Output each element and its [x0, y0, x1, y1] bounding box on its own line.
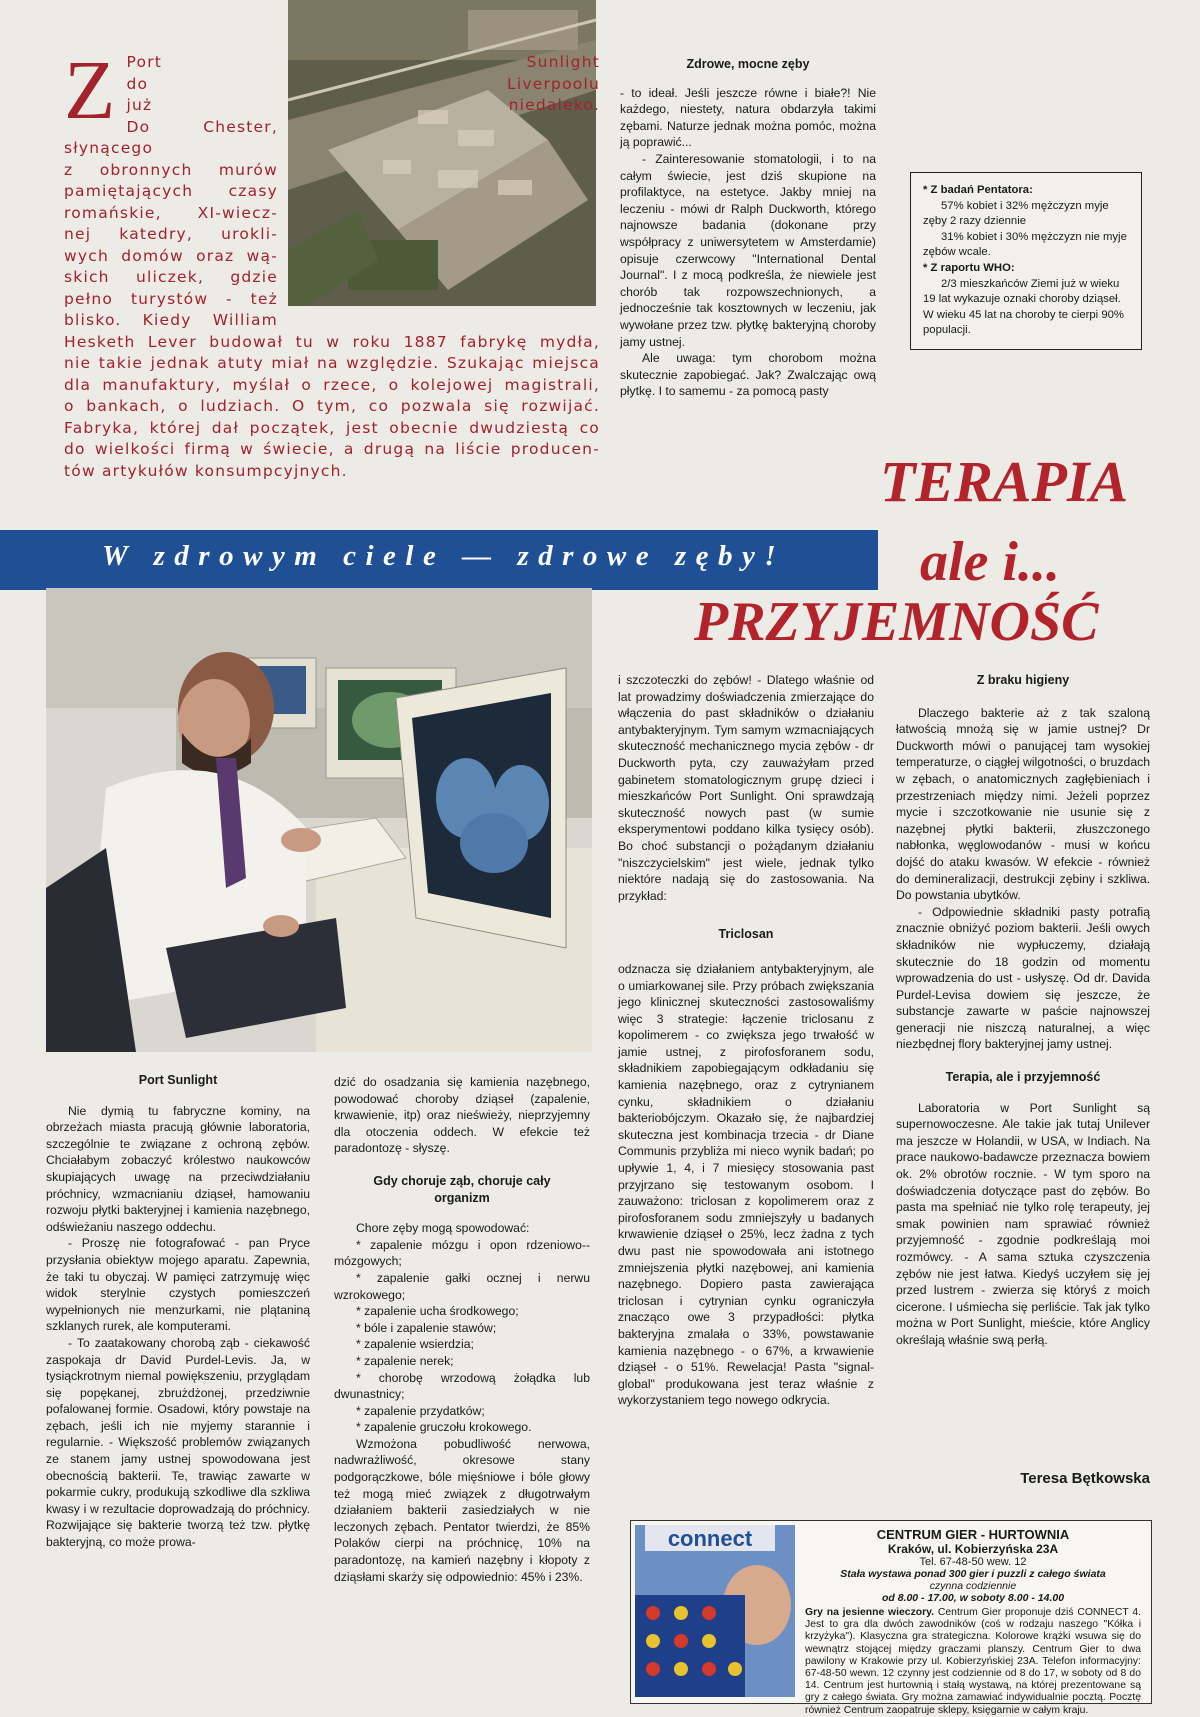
disease-list-item: * chorobę wrzodową żołądka lub dwunastnicy;	[334, 1370, 590, 1402]
intro-dropcap: Z	[64, 44, 117, 137]
col2-list-intro: Chore zęby mogą spowodować:	[356, 1221, 530, 1236]
disease-list-item: * zapalenie gruczołu krokowego.	[356, 1420, 532, 1435]
col1-paragraph: - To zaatakowany chorobą ząb - ciekawość zaspokaja dr David Purdel-Levis. Ja, w tysiąckrotnym niemal powiększeniu, przyglądam się popękanej, zbrużdżonej, przedziwnie pofalowanej formie. Osadowi, który powstaje na zębach, jeśli ich nie myjemy starannie i regularnie. - Większość problemów związanych ze stanem jamy ustnej spowodowana jest obecnością bakterii. Te, trawiąc zawarte w pokarmie cukry, produkują szkodliwe dla szkliwa kwasy i w rezultacie doprowadzają do próchnicy. Rozwijające się bakterie tworzą też tzw. płytkę bakteryjną, co może prowa-	[46, 1335, 310, 1550]
ad-hours: od 8.00 - 17.00, w soboty 8.00 - 14.00	[881, 1592, 1065, 1604]
top-column	[620, 56, 876, 400]
col1-paragraph: Nie dymią tu fabryczne kominy, na obrzeżach miasta pracują głównie laboratoria, szczególnie te związane z ochroną zębów. Chciałabym zobaczyć królestwo naukowców skupiających uwagę na przeciwdziałaniu próchnicy, wzmacnianiu dziąseł, hamowaniu rozwoju płytki bakteryjnej i kamienia nazębnego, odświeżaniu naszego oddechu.	[46, 1103, 310, 1234]
intro-paragraph	[64, 44, 600, 482]
col4-paragraph: - Odpowiednie składniki pasty potrafią znacznie obniżyć poziom bakterii. Jeśli owych składników nie wypłuczemy, działają skutecznie do 18 godzin od momentu wprowadzenia do ust - usłyszę. Od dr. Davida Purdel-Levisa dowiem się jeszcze, że substancje zawarte w paście najnowszej generacji nie niszczą naturalnej, a więc niezbędnej flory bakteryjnej jamy ustnej.	[896, 904, 1150, 1052]
disease-list-item: * zapalenie nerek;	[356, 1353, 454, 1368]
stats-line: 2/3 mieszkańców Ziemi już w wieku 19 lat wykazuje oznaki choroby dziąseł. W wieku 45 lat na choroby te cierpi 90% populacji.	[923, 277, 1124, 337]
disease-list-item: * zapalenie wsierdzia;	[356, 1337, 474, 1352]
banner-text: W zdrowym ciele — zdrowe zęby!	[102, 540, 786, 572]
stats-label-pentator: * Z badań Pentatora:	[923, 184, 1033, 196]
intro-line: Fabryka, której dał początek, jest obecnie dwudziestą co	[64, 418, 600, 437]
intro-line: do Liverpoolu	[126, 74, 600, 93]
disease-list-item: * zapalenie gałki ocznej i nerwu wzrokowego;	[334, 1270, 590, 1302]
col4-paragraph: Dlaczego bakterie aż z tak szaloną łatwością mnożą się w jamie ustnej? Dr Duckworth mówi o panującej tam wysokiej temperaturze, o ciągłej wilgotności, o bruzdach w zębach, o anatomicznych zagłębieniach i przestrzeniach między nimi. Jeżeli poprzez mycie i szczotkowanie nie usunie się z nazębnej płytki bakterii, złuszczonego nabłonka, węglowodanów - musi w końcu dojść do ataku kwasów. W efekcie - również do demineralizacji, destrukcji zębiny i szkliwa. Do powstania ubytków.	[896, 705, 1150, 903]
col3-paragraph: odznacza się działaniem antybakteryjnym, ale o umiarkowanej sile. Przy próbach zwiększania jego klinicznej skuteczności zastosowaliśmy więc 3 strategie: łączenie triclosanu z kopolimerem - co zwiększa jego trwałość w jamie ustnej, z pirofosforanem sodu, składnikiem zapobiegającym odkładaniu się kamienia nazębnego, oraz z cytrynianem cynku, składnikiem o działaniu bakteriobójczym. Okazało się, że najbardziej skuteczna jest kombinacja trzecia - dr Diane Communis przybliża mi nieco wynik badań; po upływie 1, 4, i 7 miesięcy stosowania past przyjrzano się testowanym osobom. I zauważono: triclosan z kopolimerem oraz z pirofosforanem sodu zmniejszyły u badanych krwawienie dziąseł o 25%, lecz żadna z tych dwu past nie spowodowała ani istotnego zmniejszenia płytki nazębowej, ani kamienia nazębnego. Dopiero pasta zawierająca triclosan i cytrynian cynku ograniczyła znacząco owe 3 przypadłości: płytka bakteryjna zmalała o 33%, powstawanie kamienia nazębnego - o 67%, a krwawienie dziąseł - o 51%. Rewelacja! Pasta "signal-global" produkowana jest teraz właśnie z wykorzystaniem tego nowego odkrycia.	[618, 961, 874, 1408]
stats-line: 57% kobiet i 32% mężczyzn myje zęby 2 razy dziennie	[923, 199, 1109, 228]
column-4	[896, 672, 1150, 1349]
intro-line: już niedaleko.	[126, 96, 600, 114]
title-line-1: TERAPIA	[880, 449, 1129, 514]
ad-address: Kraków, ul. Kobierzyńska 23A	[887, 1542, 1059, 1556]
ad-phone: Tel. 67-48-50 wew. 12	[919, 1556, 1027, 1568]
disease-list-item: * bóle i zapalenie stawów;	[356, 1320, 497, 1335]
intro-line: pamiętających czasy	[64, 182, 278, 200]
col2-paragraph: dzić do osadzania się kamienia nazębnego, powodować choroby dziąseł (zapalenie, krwawienie, itp) oraz nieświeży, nieprzyjemny dla otoczenia oddech. W efekcie też paradontozę - słyszę.	[334, 1075, 590, 1156]
title-line-3: PRZYJEMNOŚĆ	[694, 591, 1099, 653]
col4-paragraph: Laboratoria w Port Sunlight są supernowoczesne. Ale takie jak tutaj Unilever ma jeszcze w Holandii, w USA, w Indiach. Na prace naukowo-badawcze przeznacza bowiem ok. 2% obrotów rocznie. - W tym sporo na doświadczenia dotyczące past do zębów. Bo pasta ma spełniać nie tylko rolę terapeuty, jej smak powinien nam sprawiać również przyjemność - zgodnie podkreślają moi rozmówcy. - A sama sztuka czyszczenia zębów nie jest łatwa. Kiedyś uczyłem się jej przed lustrem - zwierza się któryś z moich cicerone. I uśmiecha się perliście. Tak jak tylko można w Port Sunlight, mieście, które Anglicy określają właśnie swą perłą.	[896, 1100, 1150, 1347]
ad-open: czynna codziennie	[929, 1580, 1017, 1592]
disease-list-item: * zapalenie przydatków;	[356, 1403, 485, 1418]
ad-body	[805, 1607, 1141, 1717]
intro-line: Hesketh Lever budował tu w roku 1887 fabrykę mydła,	[64, 332, 600, 351]
ad-body-text: Centrum Gier proponuje dziś CONNECT 4. Jest to gra dla dwóch zawodników (coś w rodzaju naszego "Kółka i krzyżyka"). Klasyczna gra strategiczna. Kolorowe krążki wsuwa się do wewnątrz stojącej między graczami planszy. Centrum Gier to dwa pawilony w Krakowie przy ul. Kobierzyńskiej 23A. Telefon informacyjny: 67-48-50 wewn. 12 czynny jest codziennie od 8 do 17, w soboty od 8 do 14. Centrum jest hurtownią i stałą wystawą, na której prezentowane są gry z całego świata. Gry można zamawiać indywidualnie pocztą. Pocztę również Centrum zaopatruje sklepy, księgarnie w całym kraju.	[805, 1607, 1141, 1716]
intro-line: Port Sunlight	[126, 53, 600, 71]
intro-line: nej katedry, urokli-	[64, 225, 278, 243]
ad-body-lead: Gry na jesienne wieczory.	[805, 1607, 935, 1618]
disease-list	[334, 1237, 590, 1436]
disease-list-item: * zapalenie mózgu i opon rdzeniowo--mózgowych;	[334, 1237, 590, 1269]
top-column-paragraph: - to ideał. Jeśli jeszcze równe i białe?! Nie każdego, niestety, natura obdarzyła takimi zębami. Naturze jednak można pomóc, można ją poprawić...	[620, 85, 876, 150]
ad-game-photo	[635, 1525, 795, 1697]
col4-heading-1: Z braku higieny	[976, 673, 1070, 687]
intro-line: nie takie jednak atuty miał na względzie. Szukając miejsca	[64, 354, 600, 372]
intro-line: o bankach, o ludziach. O tym, co pozwala się rozwijać.	[64, 397, 600, 415]
col3-heading: Triclosan	[718, 927, 774, 942]
col4-heading-2: Terapia, ale i przyjemność	[945, 1070, 1101, 1085]
col3-paragraph: i szczoteczki do zębów! - Dlatego właśnie od lat prowadzimy doświadczenia zmierzające do włączenia do past składników o działaniu antybakteryjnym. Tym samym wzmacniających skuteczność mechanicznego mycia zębów - dr Duckworth pyta, czy zauważyłam przed gabinetem stomatologicznym grupę dzieci i mieszkańców Port Sunlight. Oni sprawdzają skuteczność nowych past (w sumie eksperymentowi poddano kilka tysięcy osób). Bo choć substancji o pożądanym działaniu "niszczycielskim" jest wiele, jednak tylko niektóre nadają się do zastosowania. Na przykład:	[618, 673, 874, 903]
stats-box	[910, 172, 1142, 350]
stats-line: 31% kobiet i 30% mężczyzn nie myje zębów wcale.	[923, 230, 1127, 259]
col1-paragraph: - Proszę nie fotografować - pan Pryce przysłania obiektyw mojego aparatu. Zapewnia, że taki tu obyczaj. W pamięci zatrzymuję więc widok sterylnie czystych pomieszczeń wypełnionych nie menzurkami, nie plątaniną szklanych rurek, ale komputerami.	[46, 1236, 310, 1334]
ad-exhibition: Stała wystawa ponad 300 gier i puzzli z całego świata	[840, 1568, 1106, 1580]
intro-line: do wielkości firmą w świecie, a drugą na liście producen-	[64, 440, 600, 458]
intro-line: skich uliczek, gdzie	[64, 268, 278, 286]
intro-line: wych domów oraz wą-	[64, 246, 278, 265]
column-3	[618, 672, 874, 1409]
intro-line: z obronnych murów	[64, 160, 278, 179]
advertisement	[630, 1520, 1152, 1716]
intro-line: tów artykułów konsumpcyjnych.	[64, 461, 348, 480]
intro-line: Do Chester, słynącego	[64, 117, 278, 157]
col2-paragraph: Wzmożona pobudliwość nerwowa, nadwrażliwość, okresowe stany podgorączkowe, bóle mięśniowe i bóle głowy też mogą mieć związek z długotrwałym działaniem bakterii zasiedziałych w nie leczonych zębach. Pentator twierdzi, że 85% Polaków cierpi na próchnicę, 10% na paradontozę, na kamień nazębny i kłopoty z dziąsłami skarży się odpowiednio: 45% i 23%.	[334, 1436, 590, 1584]
top-column-paragraph: - Zainteresowanie stomatologii, i to na całym świecie, jest dziś skupione na profilaktyce, na estetyce. Jakby mniej na leczeniu - mówi dr Ralph Duckworth, którego najnowsze badania (dokonane przy współpracy z uniwersytetem w Amsterdamie) opisuje czerwcowy "International Dental Journal". I z mocą podkreśla, że niewiele jest chorób tak rozpowszechnionych, a jednocześnie tak kosztownych w leczeniu, jak wywołane przez tzw. płytkę bakteryjną choroby jamy ustnej.	[620, 151, 876, 349]
column-1	[46, 1072, 310, 1551]
disease-list-item: * zapalenie ucha środkowego;	[356, 1304, 519, 1319]
intro-line: blisko. Kiedy William	[64, 311, 278, 329]
intro-line: pełno turystów - też	[64, 289, 278, 308]
ad-text-block	[805, 1527, 1141, 1717]
col1-heading: Port Sunlight	[138, 1073, 218, 1087]
author-byline: Teresa Bętkowska	[1020, 1470, 1150, 1487]
ad-box-text: connect	[667, 1526, 753, 1551]
intro-line: romańskie, XI-wiecz-	[64, 203, 278, 222]
top-column-heading: Zdrowe, mocne zęby	[686, 57, 810, 71]
intro-line: dla manufaktury, myślał o rzece, o kolejowej magistrali,	[64, 375, 600, 394]
ad-title: CENTRUM GIER - HURTOWNIA	[876, 1527, 1070, 1542]
stats-label-who: * Z raportu WHO:	[923, 261, 1015, 274]
lab-computer-photo	[46, 588, 592, 1052]
title-line-2: ale i...	[920, 531, 1060, 593]
top-column-paragraph: Ale uwaga: tym chorobom można skutecznie zapobiegać. Jak? Zwalczając ową płytkę. I to samemu - za pomocą pasty	[620, 351, 876, 399]
column-2	[334, 1074, 590, 1585]
section-banner	[0, 530, 878, 590]
col2-heading: Gdy choruje ząb, choruje cały organizm	[373, 1173, 551, 1205]
